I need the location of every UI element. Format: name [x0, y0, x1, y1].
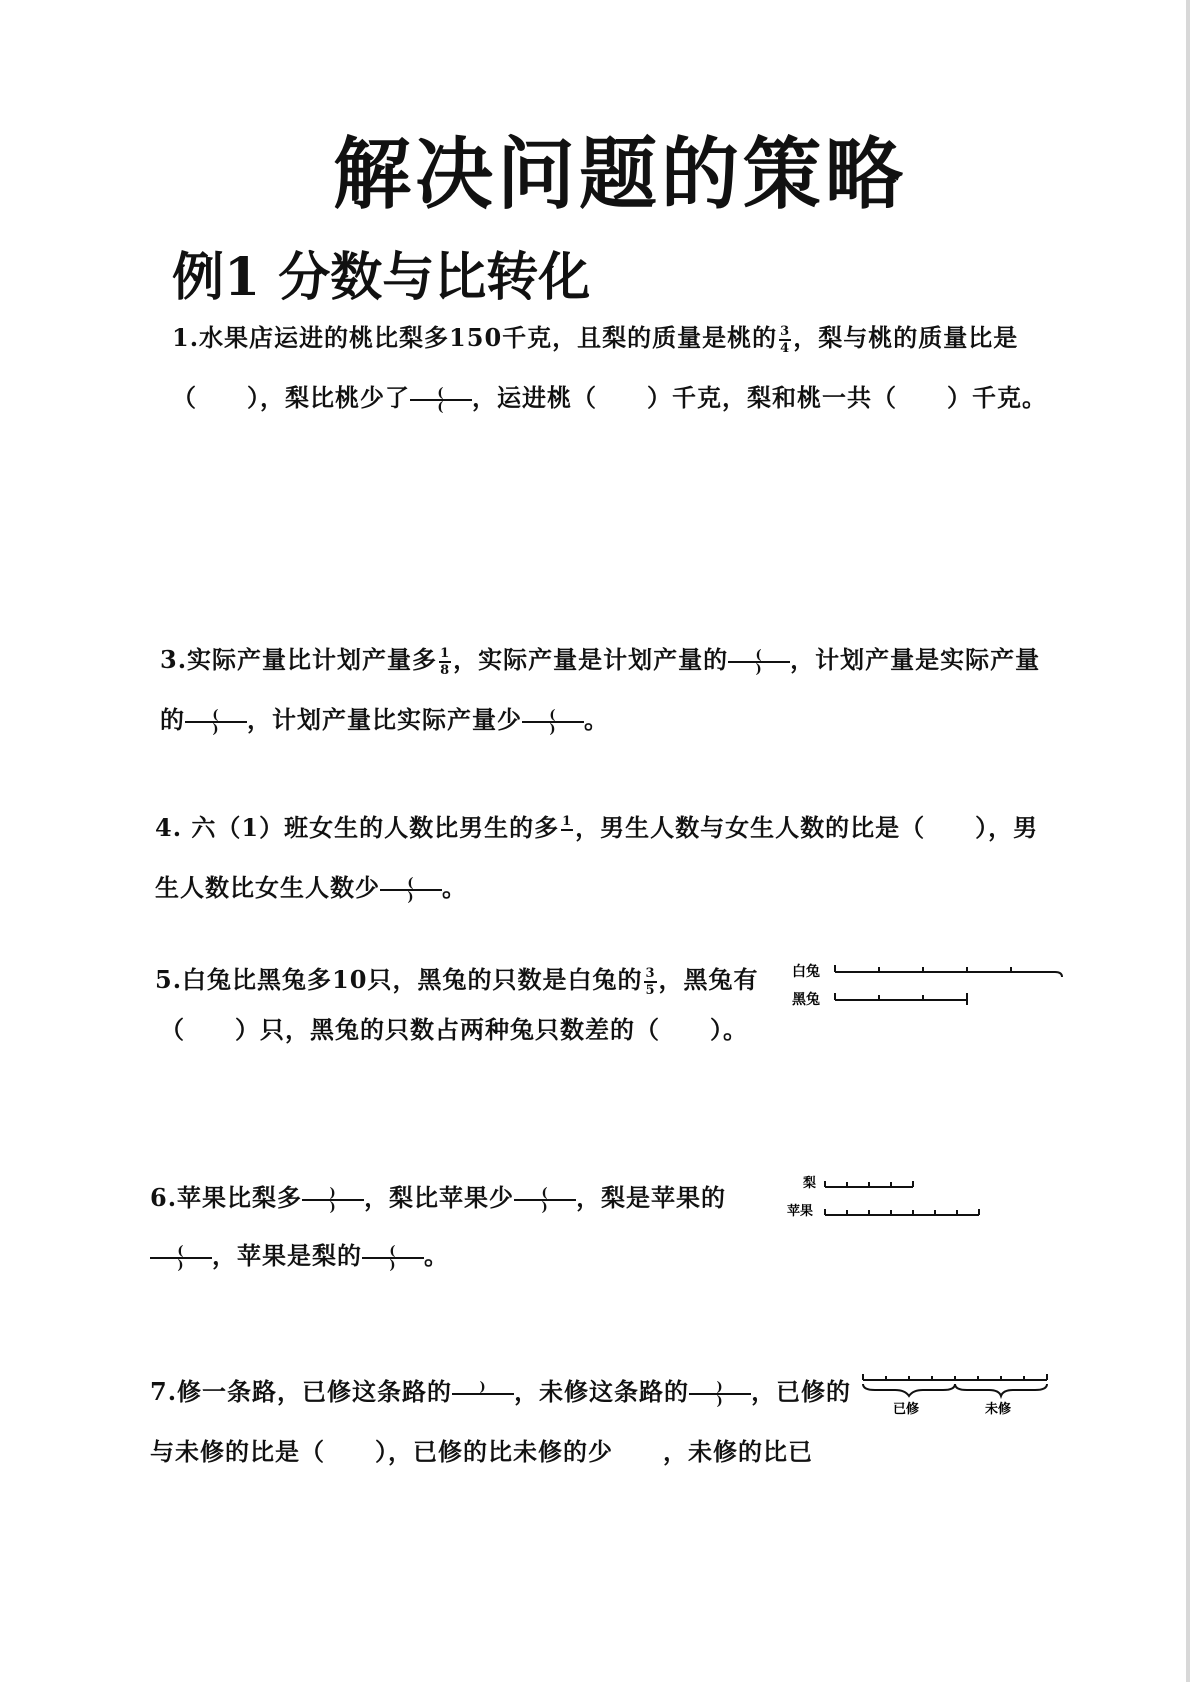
q6-blank-4-top: ( [362, 1245, 424, 1259]
q1-frac-num: 3 [780, 323, 791, 339]
q6-blank-4[interactable] [362, 1245, 424, 1271]
q6-fruit-diagram [785, 1170, 1005, 1225]
label-done: 已修 [893, 1402, 920, 1417]
q3-text-e: ，计划产量比实际产量少 [247, 705, 522, 734]
q4-text-b: ，男生人数与女生人数的比是（ ），男 [575, 813, 1039, 842]
q6-blank-4-bot: ) [389, 1257, 397, 1273]
q4-blank-bot: ) [407, 889, 415, 905]
q5-text-a: 5.白兔比黑兔多10只，黑兔的只数是白兔的 [155, 965, 643, 994]
q3-blank-2-bot: ) [212, 721, 220, 737]
q4-frac-den [561, 831, 573, 845]
q3-blank-2-top: ( [185, 709, 247, 723]
q1-line1 [172, 318, 1018, 355]
q1-blank-top: ( [410, 387, 472, 401]
q3-blank-3-bot: ) [549, 721, 557, 737]
q3-blank-1-bot: ) [755, 661, 763, 677]
q3-blank-2[interactable] [185, 709, 247, 735]
q7-text-a: 7.修一条路，已修这条路的 [150, 1377, 453, 1406]
q3-frac-den: 8 [440, 662, 451, 678]
q5-frac-num: 3 [645, 965, 656, 981]
q7-blank-2-bot: ) [716, 1393, 724, 1409]
label-white-rabbit: 白兔 [792, 964, 820, 980]
q6-blank-1[interactable] [302, 1187, 364, 1213]
q7-road-diagram [855, 1370, 1055, 1420]
q5-fraction [644, 967, 656, 997]
q6-line2 [150, 1236, 449, 1271]
q6-blank-3-top: ( [150, 1245, 212, 1259]
q7-blank-2[interactable] [689, 1381, 751, 1407]
q5-text-b: ，黑兔有 [658, 965, 759, 994]
q3-line1 [160, 640, 1040, 677]
q4-fraction [561, 815, 573, 845]
q5-frac-den: 5 [645, 982, 656, 998]
q3-fraction [439, 647, 451, 677]
q4-text-d: 。 [442, 873, 467, 902]
q3-frac-num: 1 [440, 645, 451, 661]
q3-text-d: 的 [160, 705, 185, 734]
q6-text-e: 。 [424, 1241, 449, 1270]
q4-line1 [155, 808, 1038, 845]
page-edge [1186, 0, 1190, 1682]
q1-text-a: 1.水果店运进的桃比梨多150千克，且梨的质量是桃的 [172, 323, 778, 352]
q1-fraction [779, 325, 791, 355]
q6-text-c: ，梨是苹果的 [576, 1183, 727, 1212]
q4-blank-top: ( [380, 877, 442, 891]
q6-blank-1-top: ) [302, 1187, 364, 1201]
q4-text-c: 生人数比女生人数少 [155, 873, 380, 902]
page-title: 解决问题的策略 [332, 129, 907, 220]
q3-blank-1[interactable] [728, 649, 790, 675]
white-tick-end [1055, 972, 1062, 977]
q6-blank-2-bot: ) [541, 1199, 549, 1215]
q3-text-a: 3.实际产量比计划产量多 [160, 645, 438, 674]
q1-text-c: （ ），梨比桃少了 [172, 383, 410, 412]
q7-blank-2-top: ) [689, 1381, 751, 1395]
label-todo: 未修 [985, 1402, 1012, 1417]
q7-text-c: ，已修的 [751, 1377, 852, 1406]
q6-text-a: 6.苹果比梨多 [150, 1183, 303, 1212]
q4-blank[interactable] [380, 877, 442, 903]
q1-text-b: ，梨与桃的质量比是 [793, 323, 1019, 352]
q6-blank-3[interactable] [150, 1245, 212, 1271]
q4-frac-num: 1 [562, 813, 573, 829]
q3-text-b: ，实际产量是计划产量的 [453, 645, 729, 674]
done-brace [863, 1384, 955, 1396]
label-pear: 梨 [803, 1176, 817, 1191]
q7-blank-1-top: ) [452, 1381, 514, 1395]
section-heading: 例1 分数与比转化 [172, 247, 591, 308]
q1-text-d: ，运进桃（ ）千克，梨和桃一共（ ）千克。 [472, 383, 1047, 412]
q3-blank-3-top: ( [522, 709, 584, 723]
q6-blank-1-bot: ) [329, 1199, 337, 1215]
q7-line1 [150, 1372, 851, 1407]
q6-text-d: ，苹果是梨的 [212, 1241, 362, 1270]
q4-line2 [155, 868, 467, 903]
q1-blank-bot: ( [437, 399, 445, 415]
q1-line2 [172, 378, 1047, 413]
q6-blank-2[interactable] [514, 1187, 576, 1213]
q5-line2: （ ）只，黑兔的只数占两种兔只数差的（ ）。 [160, 1015, 748, 1044]
label-black-rabbit: 黑兔 [792, 992, 820, 1008]
q7-line2: 与未修的比是（ ），已修的比未修的少 ，未修的比已 [150, 1437, 813, 1466]
q1-frac-den: 4 [780, 340, 791, 356]
label-apple: 苹果 [787, 1204, 814, 1219]
q7-text-b: ，未修这条路的 [514, 1377, 690, 1406]
q5-line1 [155, 960, 759, 997]
q3-text-c: ，计划产量是实际产量 [790, 645, 1041, 674]
q3-blank-1-top: ( [728, 649, 790, 663]
q6-line1 [150, 1178, 726, 1213]
q3-blank-3[interactable] [522, 709, 584, 735]
q3-text-f: 。 [584, 705, 609, 734]
q3-line2 [160, 700, 609, 735]
q6-text-b: ，梨比苹果少 [364, 1183, 515, 1212]
q7-blank-1[interactable] [452, 1381, 514, 1407]
q5-rabbit-diagram [790, 955, 1070, 1015]
q4-text-a: 4. 六（1）班女生的人数比男生的多 [155, 813, 560, 842]
todo-brace [955, 1384, 1047, 1396]
q7-blank-1-bot [452, 1395, 514, 1407]
q1-fraction-blank[interactable] [410, 387, 472, 413]
q6-blank-2-top: ( [514, 1187, 576, 1201]
q6-blank-3-bot: ) [177, 1257, 185, 1273]
